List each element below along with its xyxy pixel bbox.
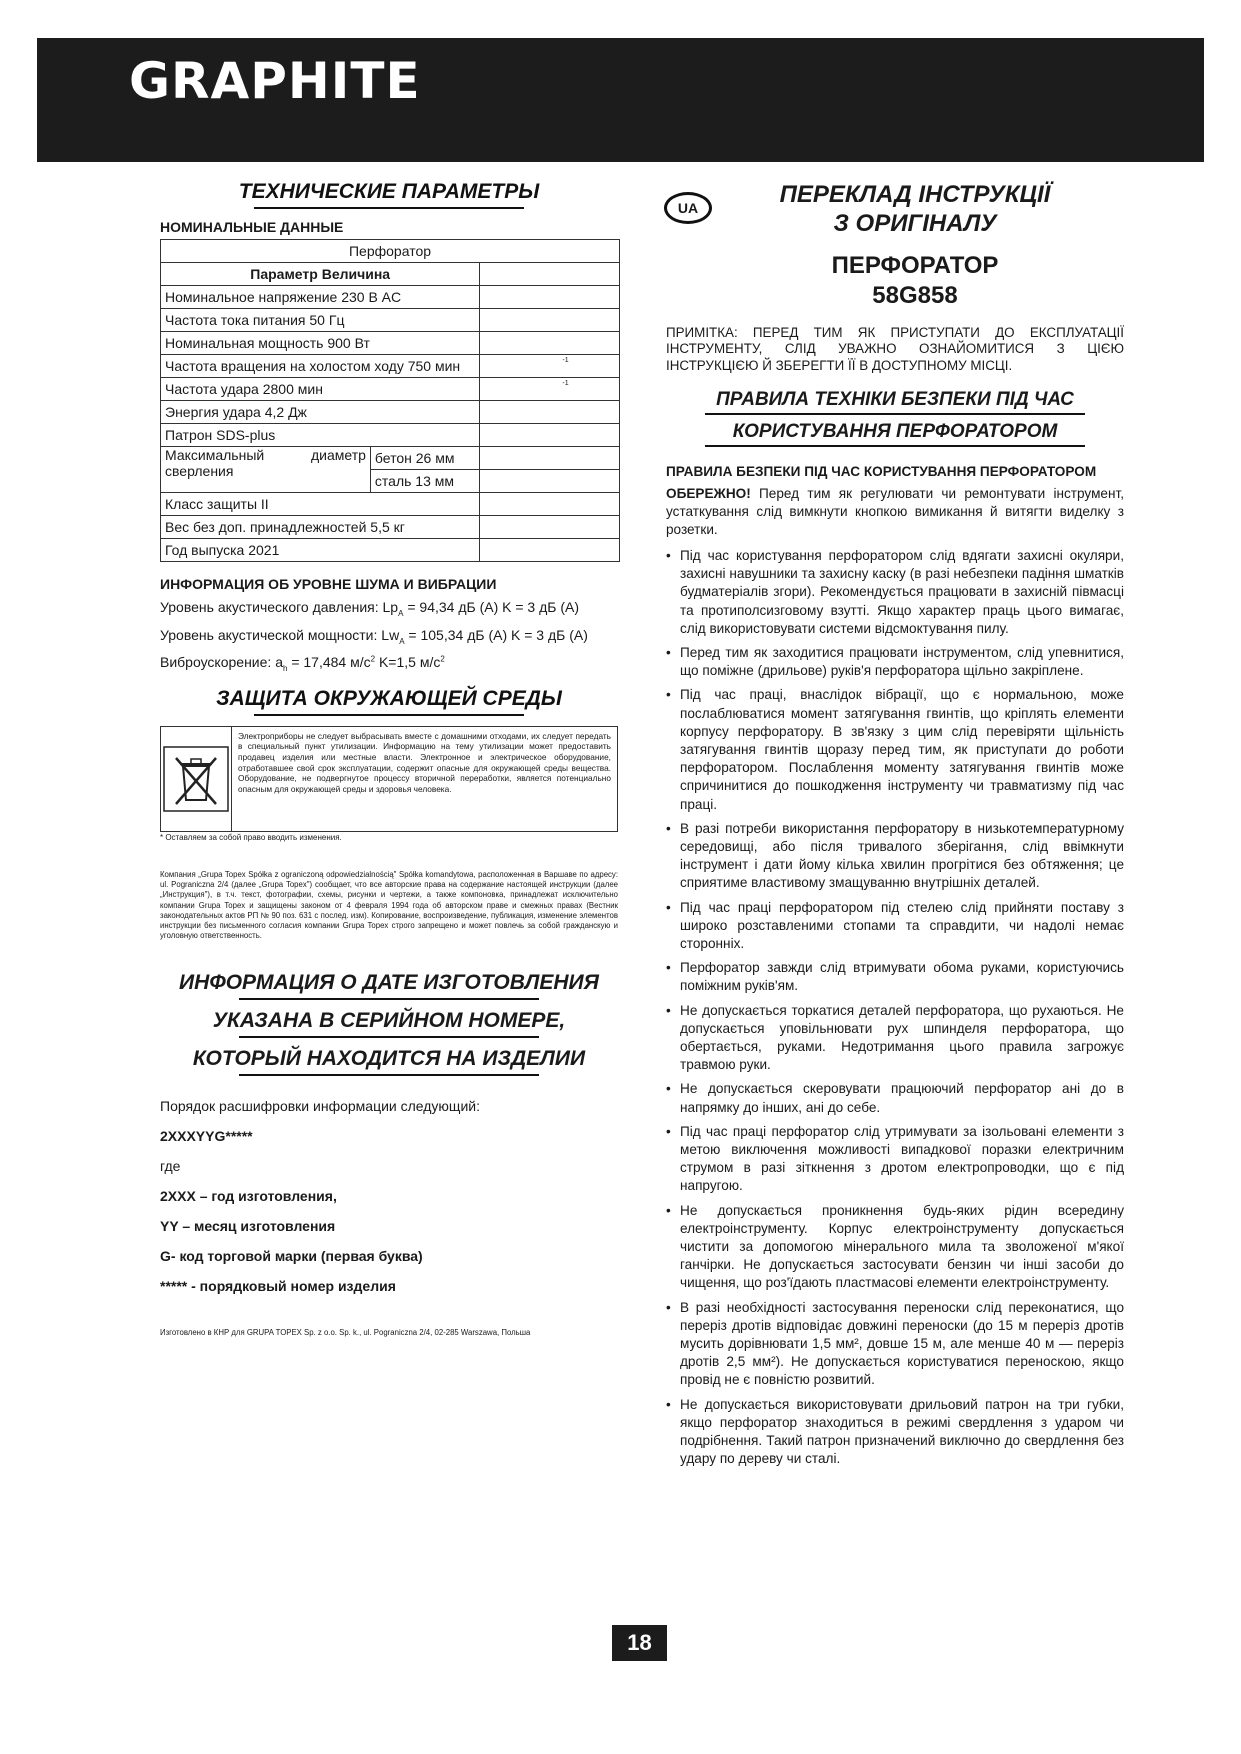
decode-line-3: G- код торговой марки (первая буква): [160, 1248, 423, 1265]
safety-title-2: КОРИСТУВАННЯ ПЕРФОРАТОРОМ: [732, 420, 1058, 442]
env-title: ЗАЩИТА ОКРУЖАЮЩЕЙ СРЕДЫ: [216, 686, 562, 710]
right-column: [666, 180, 1124, 1474]
noise-power: Уровень акустической мощности: $Lw_A = 105,34$ дБ (A) K = 3 дБ (A): [160, 626, 588, 646]
nominal-title: НОМИНАЛЬНЫЕ ДАННЫЕ: [160, 219, 344, 235]
ua-title-2: З ОРИГІНАЛУ: [833, 210, 997, 238]
list-item: • В разі потреби використання перфоратору в низькотемпературному середовищі, або після тривалого зберігання, слід ввімкнути інструмент і дати йому кілька хвилин прогрітися без обтяження; це сприятиме властивому змащуванню внутрішніх деталей.: [666, 820, 1124, 893]
tech-title: ТЕХНИЧЕСКИЕ ПАРАМЕТРЫ: [238, 180, 540, 203]
crossed-bin-icon: [161, 727, 232, 831]
where-label: где: [160, 1158, 181, 1175]
env-title-underline: [254, 714, 524, 716]
ua-title-1: ПЕРЕКЛАД ІНСТРУКЦІЇ: [779, 181, 1051, 208]
warning-paragraph: ОБЕРЕЖНО! Перед тим як регулювати чи ремонтувати інструмент, устаткування слід вимкнути кнопкою вимикання й витягти виделку з розетки.: [666, 486, 1124, 537]
table-row: Номинальное напряжение 230 В AC: [161, 286, 620, 309]
ua-note: ПРИМІТКА: ПЕРЕД ТИМ ЯК ПРИСТУПАТИ ДО ЕКСПЛУАТАЦІЇ ІНСТРУМЕНТУ, СЛІД УВАЖНО ОЗНАЙОМИТИСЯ З ЦІЄЮ ІНСТРУКЦІЄЮ Й ЗБЕРЕГТИ ЇЇ В ДОСТУПНОМУ МІСЦІ.: [666, 324, 1124, 374]
reserve-note: * Оставляем за собой право вводить изменения.: [160, 832, 342, 842]
safety-heading: [666, 389, 1124, 447]
page-number: 18: [612, 1625, 667, 1661]
date-title-1: ИНФОРМАЦИЯ О ДАТЕ ИЗГОТОВЛЕНИЯ: [179, 970, 599, 994]
table-head: Параметр Величина: [161, 263, 480, 286]
date-section: [160, 970, 618, 1077]
made-in: Изготовлено в КНР для GRUPA TOPEX Sp. z o.o. Sp. k., ul. Pograniczna 2/4, 02-285 Warszawa, Польша: [160, 1328, 531, 1338]
list-item: • Не допускається торкатися деталей перфоратора, що рухаються. Не допускається уповільнювати рух шпинделя перфоратора, що обертається, руками. Недотримання цього правила загрожує травмою руки.: [666, 1002, 1124, 1075]
table-row: Класс защиты II: [161, 493, 620, 516]
date-title-2: УКАЗАНА В СЕРИЙНОМ НОМЕРЕ,: [212, 1008, 566, 1032]
list-item: • Під час праці перфоратором під стелею слід прийняти поставу з широко розставленими стопами та справдити, чи надолі немає сторонніх.: [666, 899, 1124, 954]
left-column: [160, 180, 618, 1337]
list-item: • Не допускається проникнення будь-яких рідин всередину електроінструменту. Корпус електроінструменту допускається чистити за допомогою мінерального мила та зволоженої м'якої ганчірки. Не допускається застосувати бензин чи інші засоби до чищення, що роз'їдають пластмасові елементи електроінструменту.: [666, 1202, 1124, 1293]
table-row: Год выпуска 2021: [161, 539, 620, 562]
ua-badge: UA: [664, 192, 712, 224]
serial-code: 2XXXYYG*****: [160, 1128, 253, 1145]
table-caption: Перфоратор: [161, 240, 620, 263]
table-row: Номинальная мощность 900 Вт: [161, 332, 620, 355]
list-item: • Перед тим як заходитися працювати інструментом, слід упевнитися, що поміжне (дрильове) руків'я перфоратора щільно закріплене.: [666, 644, 1124, 680]
list-item: • Під час користування перфоратором слід вдягати захисні окуляри, захисні навушники та захисну каску (в разі небезпеки падіння шматків будматеріалів згори). Рекомендується працювати в захисній півмасці та протиполсизговому взутті. Якщо характер праць цього вимагає, слід використовувати системи відсмоктування пилу.: [666, 547, 1124, 638]
decode-line-1: 2XXX – год изготовления,: [160, 1188, 337, 1205]
safety-subtitle: ПРАВИЛА БЕЗПЕКИ ПІД ЧАС КОРИСТУВАННЯ ПЕРФОРАТОРОМ: [666, 463, 1097, 479]
list-item: • В разі необхідності застосування переноски слід переконатися, що переріз дротів відповідає довжині переноски (до 15 м переріз дротів мусить дорівнювати 1,5 мм², довше 15 м, але менше 40 м — переріз дротів 2,5 мм²). Не допускається користуватися переноскою, якщо провід не є повністю розвитий.: [666, 1299, 1124, 1390]
tech-title-underline: [254, 207, 524, 209]
list-item: • Під час праці, внаслідок вібрації, що є нормальною, може послаблюватися момент затягування гвинтів, що кріплять елементи корпусу перфоратору. В зв'язку з цим слід перевіряти щільність затягування гвинтів щоразу перед тим, як приступати до роботи перфоратором. Послаблення моменту затягування гвинтів може спричинитися до пошкодження інструменту чи травматизму під час праці.: [666, 686, 1124, 813]
decode-line-2: YY – месяц изготовления: [160, 1218, 336, 1235]
table-row: Частота удара 2800 мин -1: [161, 378, 620, 401]
noise-title: ИНФОРМАЦИЯ ОБ УРОВНЕ ШУМА И ВИБРАЦИИ: [160, 576, 497, 592]
decode-line-4: ***** - порядковый номер изделия: [160, 1278, 396, 1295]
list-item: • Не допускається скеровувати працюючий перфоратор ані до в напрямку до інших, ані до себе.: [666, 1080, 1124, 1116]
copyright-text: Компания „Grupa Topex Spółka z ograniczoną odpowiedzialnością" Spółka komandytowa, расположенная в Варшаве по адресу: ul. Pograniczna 2/4 (далее „Grupa Topex") сообщает, что все авторские права на содержание настоящей инструкции (далее „Инструкция"), в т.ч. текст, фотографии, схемы, рисунки и чертежи, а также компоновка, принадлежат исключительно компании Grupa Topex и защищены законом от 4 февраля 1994 года об авторском праве и смежных правах (Вестник законодательных актов РП № 90 поз. 631 с послед. изм). Копирование, воспроизведение, публикация, изменение элементов инструкции без письменного согласия компании Grupa Topex строго запрещено и может повлечь за собой гражданскую и уголовную ответственность.: [160, 869, 618, 941]
list-item: • Під час праці перфоратор слід утримувати за ізольовані елементи з метою виключення можливості випадкової поразки електричним струмом в разі зіткнення з дротом електропроводки, що є під напругою.: [666, 1123, 1124, 1196]
brand-logo: GRAPHITE: [129, 52, 421, 110]
concrete-value: бетон 26 мм: [370, 447, 479, 470]
table-row: Частота вращения на холостом ходу 750 мин -1: [161, 355, 620, 378]
noise-pressure: Уровень акустического давления: $Lp_A = 94,34$ дБ (A) K = 3 дБ (A): [160, 599, 580, 618]
decode-intro: Порядок расшифровки информации следующий:: [160, 1098, 480, 1115]
steel-value: сталь 13 мм: [370, 470, 479, 493]
eco-text: Электроприборы не следует выбрасывать вместе с домашними отходами, их следует передать в специальный пункт утилизации. Информацию на тему утилизации может предоставить продавец изделия или местные власти. Электронное и электрическое оборудование, отработавшее свой срок эксплуатации, содержит опасные для окружающей среды вещества. Оборудование, не подвергнутое процессу вторичной переработки, является потенциально опасным для окружающей среды и здоровья человека.: [238, 730, 611, 794]
eco-box: [160, 726, 618, 832]
diameter-label: Максимальный диаметр сверления: [161, 447, 371, 493]
date-title-3: КОТОРЫЙ НАХОДИТСЯ НА ИЗДЕЛИИ: [192, 1047, 586, 1071]
product-name: ПЕРФОРАТОР: [831, 251, 999, 279]
list-item: • Не допускається використовувати дрильовий патрон на три губки, якщо перфоратор знаходиться в режимі свердлення з ударом чи подрібнення. Такий патрон призначений виключно до свердлення без удару по дереву чи сталі.: [666, 1396, 1124, 1469]
safety-title-1: ПРАВИЛА ТЕХНІКИ БЕЗПЕКИ ПІД ЧАС: [716, 388, 1074, 410]
table-row: Вес без доп. принадлежностей 5,5 кг: [161, 516, 620, 539]
vibration: Виброускорение: $a_h = 17,484$ $м/с^2$ K=1,5 $м/с^2$: [160, 654, 445, 673]
safety-rules-list: [666, 547, 1124, 1469]
table-row: Патрон SDS-plus: [161, 424, 620, 447]
model-number: 58G858: [872, 281, 958, 309]
list-item: • Перфоратор завжди слід втримувати обома руками, користуючись поміжним руків'ям.: [666, 959, 1124, 995]
table-row: Частота тока питания 50 Гц: [161, 309, 620, 332]
spec-table: [160, 239, 620, 562]
table-row: Энергия удара 4,2 Дж: [161, 401, 620, 424]
